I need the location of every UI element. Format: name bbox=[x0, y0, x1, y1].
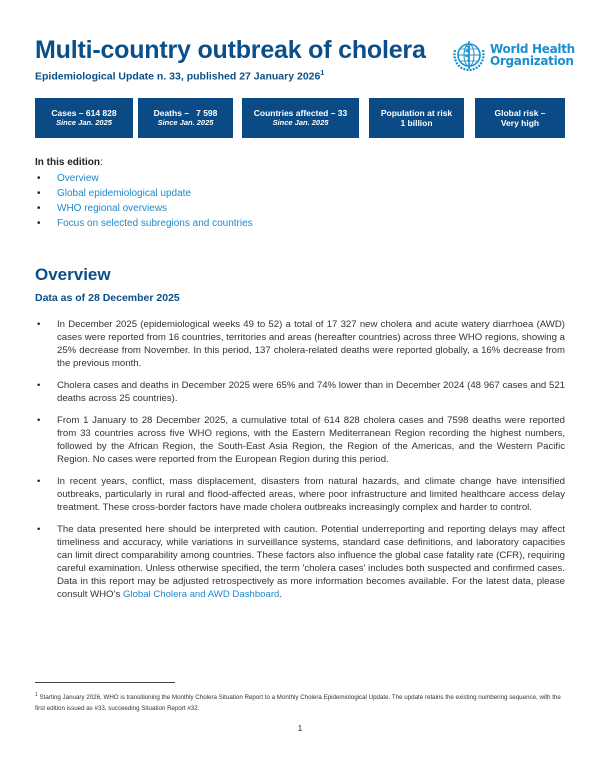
who-logo bbox=[452, 38, 575, 72]
stat-label: Deaths – 7 598 bbox=[153, 108, 218, 118]
page-title: Multi-country outbreak of cholera bbox=[35, 36, 426, 64]
toc-item bbox=[35, 186, 253, 201]
data-as-of-heading: Data as of 28 December 2025 bbox=[35, 292, 180, 304]
toc-list bbox=[35, 171, 253, 231]
footnote bbox=[35, 690, 565, 714]
toc-link-global-update[interactable]: Global epidemiological update bbox=[57, 188, 191, 199]
stat-label: Global risk – bbox=[494, 108, 546, 118]
footnote-divider bbox=[35, 682, 175, 683]
bullet-item: • From 1 January to 28 December 2025, a cumulative total of 614 828 cholera cases and 7598 deaths were reported from 33 countries across five WHO regions, with the Eastern Mediterranean Region recording the highest numbers, followed by the African Region, the South-East Asia Region, the Region of the Americas, and the Western Pacific Region. No cases were reported from the European Region during this period. bbox=[35, 414, 565, 466]
stat-sub: Since Jan. 2025 bbox=[272, 118, 329, 127]
stat-value: 1 billion bbox=[400, 118, 433, 128]
stat-label: Countries affected – 33 bbox=[253, 108, 348, 118]
subtitle-text: Epidemiological Update n. 33, published 27 January 2026 bbox=[35, 70, 321, 83]
bullet-item: • Cholera cases and deaths in December 2025 were 65% and 74% lower than in December 2024 (48 967 cases and 521 deaths across 25 countries). bbox=[35, 379, 565, 405]
stat-sub: Since Jan. 2025 bbox=[157, 118, 214, 127]
toc-item bbox=[35, 201, 253, 216]
stat-box-countries bbox=[242, 98, 359, 138]
table-of-contents bbox=[35, 157, 253, 231]
section-heading-overview: Overview bbox=[35, 265, 111, 284]
toc-heading bbox=[35, 157, 253, 168]
toc-link-focus-subregions[interactable]: Focus on selected subregions and countries bbox=[57, 218, 253, 229]
bullet-item bbox=[35, 523, 565, 601]
bullet-item: • In December 2025 (epidemiological weeks 49 to 52) a total of 17 327 new cholera and acute watery diarrhoea (AWD) cases were reported from 16 countries, territories and areas (hereafter countries) across three WHO regions, showing a 25% decrease from November. In this period, 137 cholera-related deaths were reported globally, a 16% decrease from the previous month. bbox=[35, 318, 565, 370]
stat-label: Cases – 614 828 bbox=[51, 108, 117, 118]
footnote-text: Starting January 2026, WHO is transitioning the Monthly Cholera Situation Report to a Monthly Cholera Epidemiological Update. The update retains the existing numbering sequence, with the first edition issued as #33, succeeding Situation Report #32. bbox=[35, 694, 561, 713]
toc-link-regional-overviews[interactable]: WHO regional overviews bbox=[57, 203, 168, 214]
bullet-text: The data presented here should be interpreted with caution. Potential underreporting and reporting delays may affect timeliness and accuracy, while variations in surveillance systems, standard case definitions, and laboratory capacities can limit direct comparability among countries. These factors also influence the global case fatality rate (CFR), requiring careful examination. Unless otherwise specified, the term 'cholera cases' includes both suspected and confirmed cases. Data in this report may be adjusted retrospectively as more information becomes available. For the latest data, please consult WHO’s bbox=[57, 524, 565, 600]
bullet-text-end: . bbox=[279, 589, 283, 600]
stat-box-deaths bbox=[138, 98, 233, 138]
overview-bullets bbox=[35, 318, 565, 610]
logo-line-1: World Health bbox=[490, 42, 575, 56]
page-number: 1 bbox=[297, 724, 303, 733]
who-emblem-icon bbox=[452, 38, 486, 72]
footnote-number: 1 bbox=[35, 692, 38, 698]
key-stats-bar bbox=[0, 98, 600, 138]
toc-item bbox=[35, 171, 253, 186]
toc-heading-text: In this edition bbox=[35, 157, 100, 168]
stat-value: Very high bbox=[500, 118, 540, 128]
stat-sub: Since Jan. 2025 bbox=[56, 118, 112, 127]
stat-label: Population at risk bbox=[380, 108, 453, 118]
stat-box-cases bbox=[35, 98, 133, 138]
toc-item bbox=[35, 216, 253, 231]
logo-line-2: Organization bbox=[490, 54, 574, 68]
bullet-item: • In recent years, conflict, mass displacement, disasters from natural hazards, and climate change have intensified outbreaks, particularly in rural and flood-affected areas, where poor infrastructure and limited healthcare access delay treatment. These cross-border factors have made cholera outbreaks increasingly complex and harder to control. bbox=[35, 475, 565, 514]
footnote-ref[interactable]: 1 bbox=[320, 70, 325, 77]
toc-link-overview[interactable]: Overview bbox=[57, 173, 99, 184]
page-subtitle bbox=[35, 70, 324, 83]
dashboard-link[interactable]: Global Cholera and AWD Dashboard bbox=[122, 589, 280, 600]
stat-box-global-risk bbox=[475, 98, 565, 138]
stat-box-population bbox=[369, 98, 464, 138]
toc-colon: : bbox=[100, 157, 103, 168]
